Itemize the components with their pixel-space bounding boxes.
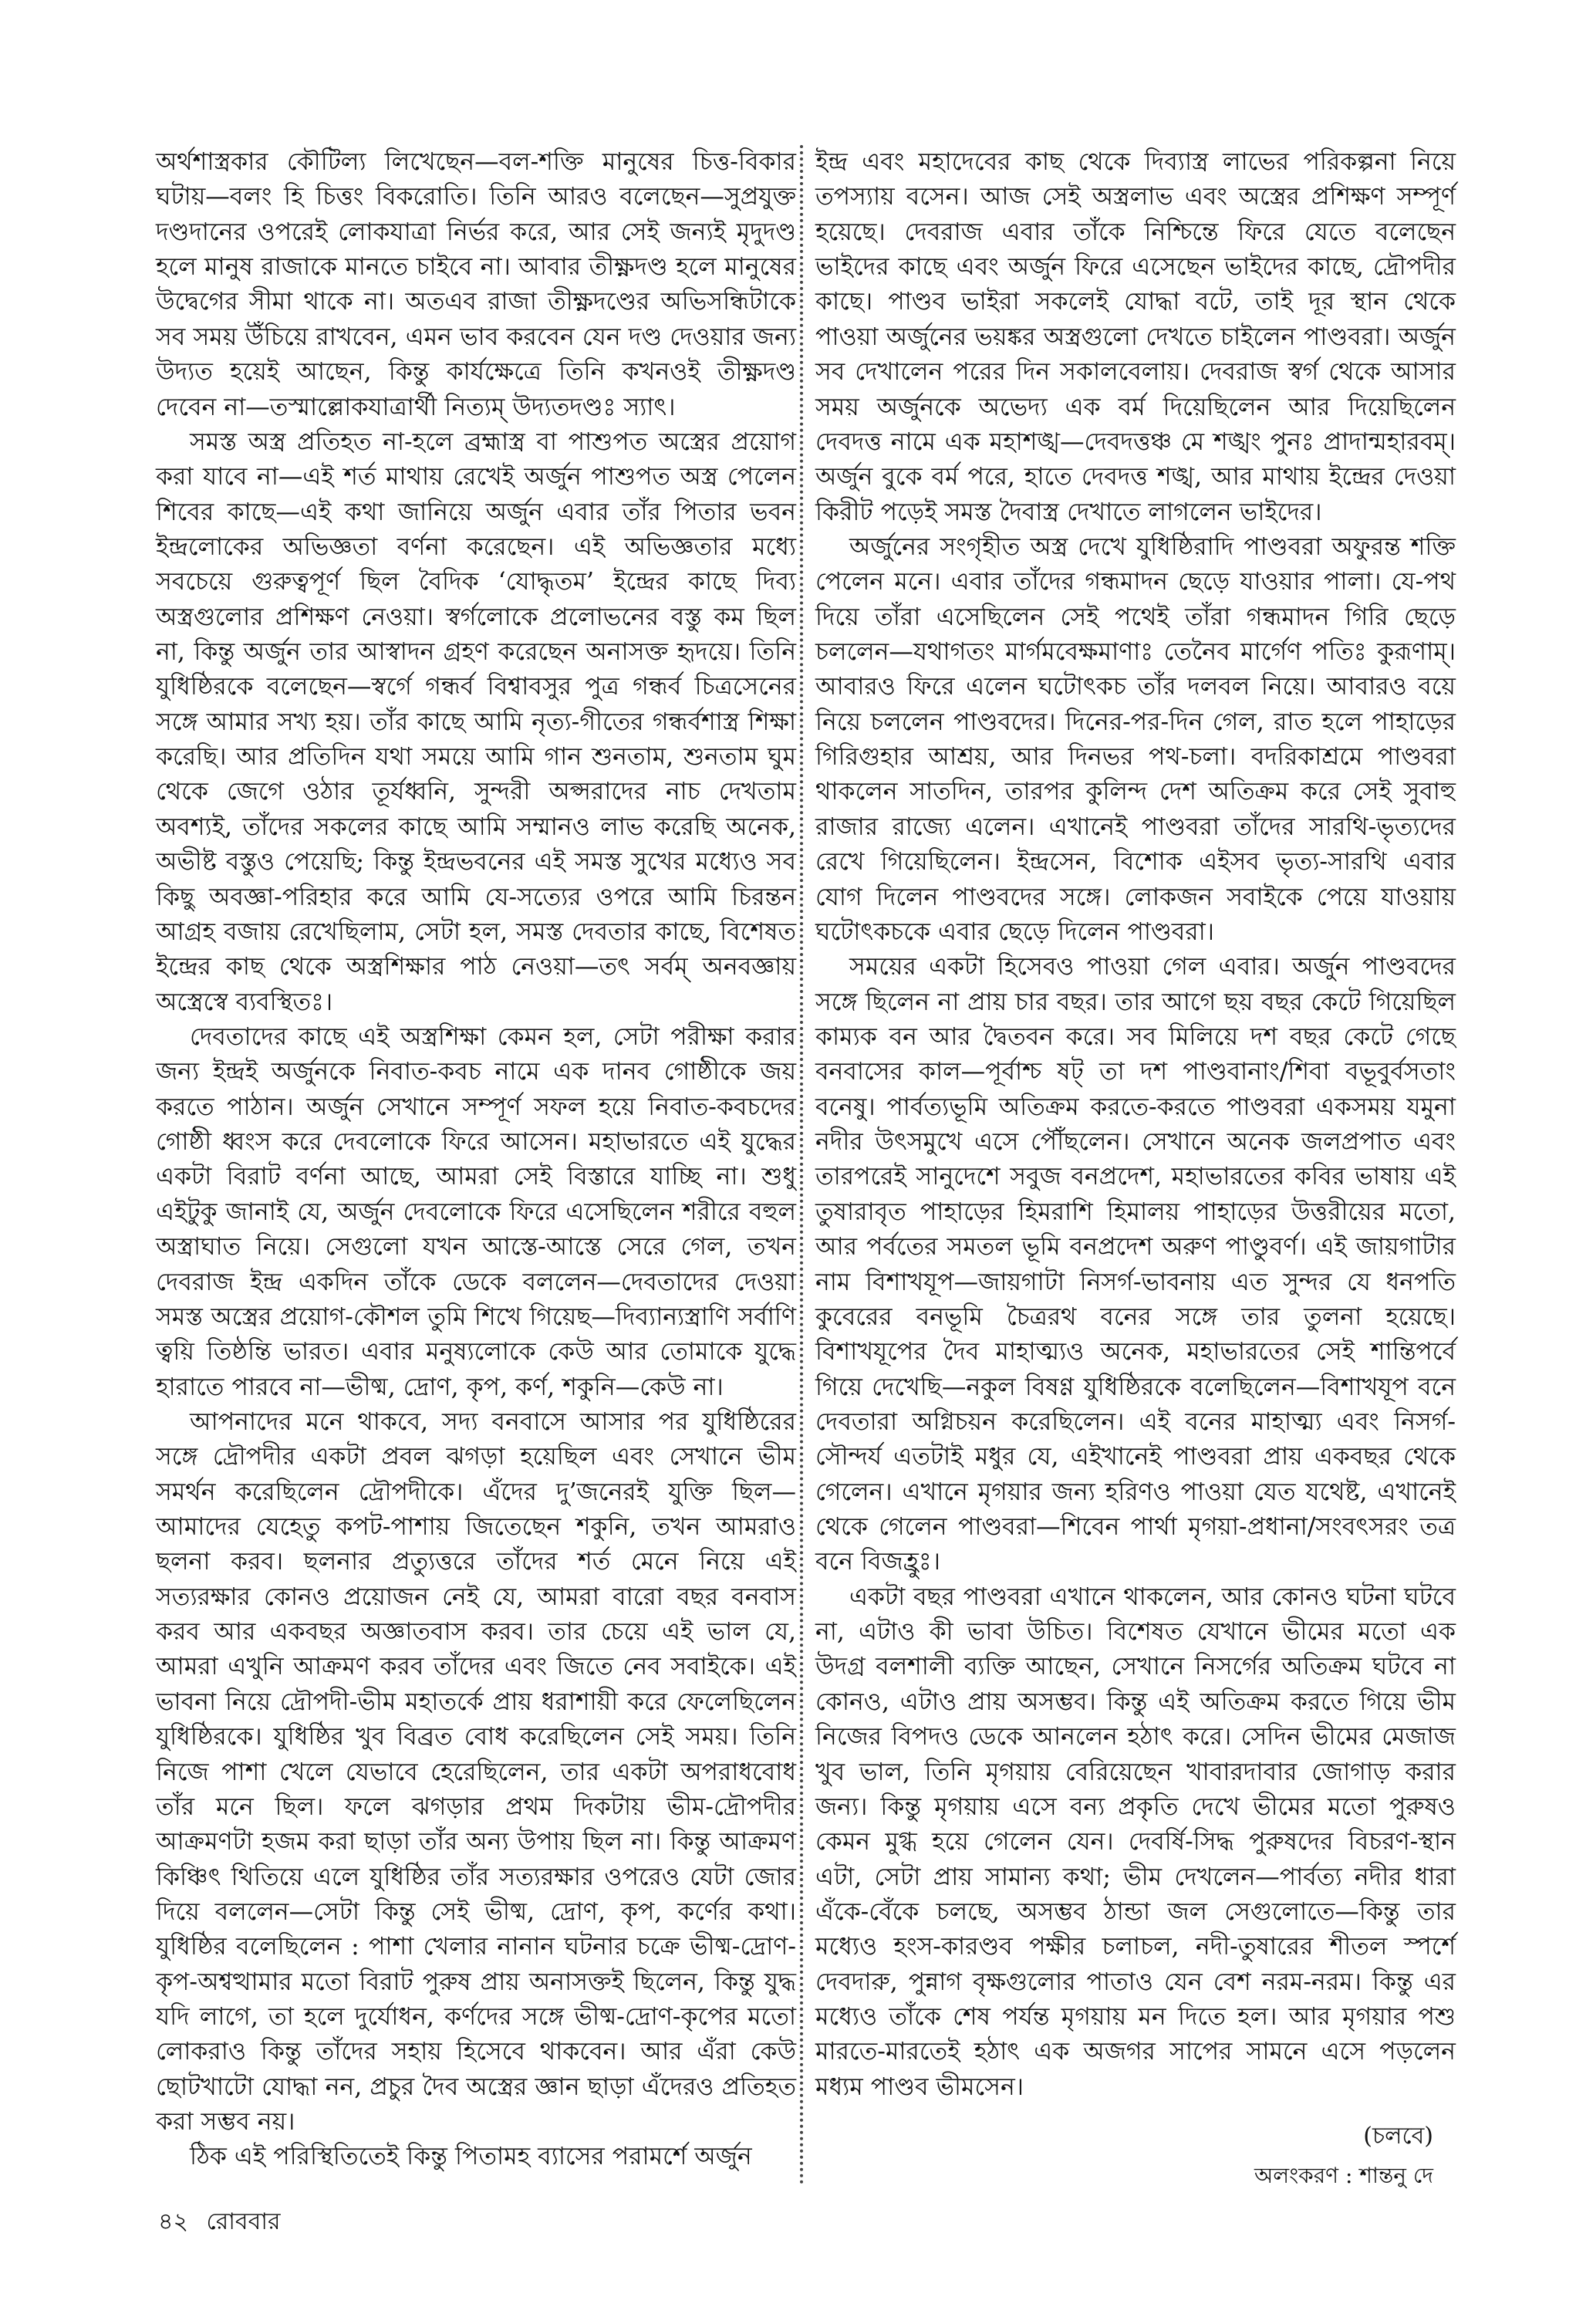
page-footer <box>158 2207 281 2238</box>
page-number: ৪২ <box>158 2208 188 2235</box>
paragraph: ঠিক এই পরিস্থিতিতেই কিন্তু পিতামহ ব্যাসের পরামর্শে অর্জুন <box>190 2143 752 2171</box>
paragraph: একটা বছর পাণ্ডবরা এখানে থাকলেন, আর কোনও ঘটনা ঘটবে না, এটাও কী ভাবা উচিত। বিশেষত যেখানে ভীমের মতো এক উদগ্র বলশালী ব্যক্তি আছেন, সেখানে নিসর্গের অতিক্রম ঘটবে না কোনও, এটাও প্রায় অসম্ভব। কিন্তু এই অতিক্রম করতে গিয়ে ভীম নিজের বিপদও ডেকে আনলেন হঠাৎ করে। সেদিন ভীমের মেজাজ খুব ভাল, তিনি মৃগয়ায় বেরিয়েছেন খাবারদাবার জোগাড় করার জন্য। কিন্তু মৃগয়ায় এসে বন্য প্রকৃতি দেখে ভীমের মতো পুরুষও কেমন মুগ্ধ হয়ে গেলেন যেন। দেবর্ষি-সিদ্ধ পুরুষদের বিচরণ-স্থান এটা, সেটা প্রায় সামান্য কথা; ভীম দেখলেন—পার্বত্য নদীর ধারা এঁকে-বেঁকে চলছে, অসম্ভব ঠান্ডা জল সেগুলোতে—কিন্তু তার মধ্যেও হংস-কারণ্ডব পক্ষীর চলাচল, নদী-তুষারের শীতল স্পর্শে দেবদারু, পুন্নাগ বৃক্ষগুলোর পাতাও যেন বেশ নরম-নরম। কিন্তু এর মধ্যেও তাঁকে শেষ পর্যন্ত মৃগয়ায় মন দিতে হল। আর মৃগয়ার পশু মারতে-মারতেই হঠাৎ এক অজগর সাপের সামনে এসে পড়লেন মধ্যম পাণ্ডব ভীমসেন। <box>815 1583 1456 2101</box>
paragraph: দেবতাদের কাছে এই অস্ত্রশিক্ষা কেমন হল, সেটা পরীক্ষা করার জন্য ইন্দ্রই অর্জুনকে নিবাত-কবচ নামে এক দানব গোষ্ঠীকে জয় করতে পাঠান। অর্জুন সেখানে সম্পূর্ণ সফল হয়ে নিবাত-কবচদের গোষ্ঠী ধ্বংস করে দেবলোকে ফিরে আসেন। মহাভারতে এই যুদ্ধের একটা বিরাট বর্ণনা আছে, আমরা সেই বিস্তারে যাচ্ছি না। শুধু এইটুকু জানাই যে, অর্জুন দেবলোকে ফিরে এসেছিলেন শরীরে বহুল অস্ত্রাঘাত নিয়ে। সেগুলো যখন আস্তে-আস্তে সেরে গেল, তখন দেবরাজ ইন্দ্র একদিন তাঁকে ডেকে বললেন—দেবতাদের দেওয়া সমস্ত অস্ত্রের প্রয়োগ-কৌশল তুমি শিখে গিয়েছ—দিব্যান্যস্ত্রাণি সর্বাণি ত্বয়ি তিষ্ঠন্তি ভারত। এবার মনুষ্যলোকে কেউ আর তোমাকে যুদ্ধে হারাতে পারবে না—ভীষ্ম, দ্রোণ, কৃপ, কর্ণ, শকুনি—কেউ না। <box>156 1022 796 1401</box>
article-right-column <box>815 145 1456 2105</box>
magazine-name: রোববার <box>206 2208 281 2235</box>
paragraph: সমস্ত অস্ত্র প্রতিহত না-হলে ব্রহ্মাস্ত্র বা পাশুপত অস্ত্রের প্রয়োগ করা যাবে না—এই শর্ত মাথায় রেখেই অর্জুন পাশুপত অস্ত্র পেলেন শিবের কাছে—এই কথা জানিয়ে অর্জুন এবার তাঁর পিতার ভবন ইন্দ্রলোকের অভিজ্ঞতা বর্ণনা করেছেন। এই অভিজ্ঞতার মধ্যে সবচেয়ে গুরুত্বপূর্ণ ছিল বৈদিক ‘যোদ্ধৃতম’ ইন্দ্রের কাছে দিব্য অস্ত্রগুলোর প্রশিক্ষণ নেওয়া। স্বর্গলোকে প্রলোভনের বস্তু কম ছিল না, কিন্তু অর্জুন তার আস্বাদন গ্রহণ করেছেন অনাসক্ত হৃদয়ে। তিনি যুধিষ্ঠিরকে বলেছেন—স্বর্গে গন্ধর্ব বিশ্বাবসুর পুত্র গন্ধর্ব চিত্রসেনের সঙ্গে আমার সখ্য হয়। তাঁর কাছে আমি নৃত্য-গীতের গন্ধর্বশাস্ত্র শিক্ষা করেছি। আর প্রতিদিন যথা সময়ে আমি গান শুনতাম, শুনতাম ঘুম থেকে জেগে ওঠার তূর্যধ্বনি, সুন্দরী অপ্সরাদের নাচ দেখতাম অবশ্যই, তাঁদের সকলের কাছে আমি সম্মানও লাভ করেছি অনেক, অভীষ্ট বস্তুও পেয়েছি; কিন্তু ইন্দ্রভবনের এই সমস্ত সুখের মধ্যেও সব কিছু অবজ্ঞা-পরিহার করে আমি যে-সত্যের ওপরে আমি চিরন্তন আগ্রহ বজায় রেখেছিলাম, সেটা হল, সমস্ত দেবতার কাছে, বিশেষত ইন্দ্রের কাছ থেকে অস্ত্রশিক্ষার পাঠ নেওয়া—তৎ সর্বম্ অনবজ্ঞায় অস্ত্রেস্বে ব্যবস্থিতঃ। <box>156 427 796 1016</box>
paragraph: অর্থশাস্ত্রকার কৌটিল্য লিখেছেন—বল-শক্তি মানুষের চিত্ত-বিকার ঘটায়—বলং হি চিত্তং বিকরোতি। তিনি আরও বলেছেন—সুপ্রযুক্ত দণ্ডদানের ওপরেই লোকযাত্রা নির্ভর করে, আর সেই জন্যই মৃদুদণ্ড হলে মানুষ রাজাকে মানতে চাইবে না। আবার তীক্ষ্ণদণ্ড হলে মানুষের উদ্বেগের সীমা থাকে না। অতএব রাজা তীক্ষ্ণদণ্ডের অভিসন্ধিটাকে সব সময় উঁচিয়ে রাখবেন, এমন ভাব করবেন যেন দণ্ড দেওয়ার জন্য উদ্যত হয়েই আছেন, কিন্তু কার্যক্ষেত্রে তিনি কখনওই তীক্ষ্ণদণ্ড দেবেন না—তস্মাল্লোকযাত্রার্থী নিত্যম্ উদ্যতদণ্ডঃ স্যাৎ। <box>156 148 796 421</box>
column-divider <box>800 145 803 2186</box>
paragraph: সময়ের একটা হিসেবও পাওয়া গেল এবার। অর্জুন পাণ্ডবদের সঙ্গে ছিলেন না প্রায় চার বছর। তার আগে ছয় বছর কেটে গিয়েছিল কাম্যক বন আর দ্বৈতবন করে। সব মিলিয়ে দশ বছর কেটে গেছে বনবাসের কাল—পূর্বাশ্চ ষট্ তা দশ পাণ্ডবানাং/শিবা বভূবুর্বসতাং বনেষু। পার্বত্যভূমি অতিক্রম করতে-করতে পাণ্ডবরা একসময় যমুনা নদীর উৎসমুখে এসে পৌঁছলেন। সেখানে অনেক জলপ্রপাত এবং তারপরেই সানুদেশে সবুজ বনপ্রদেশ, মহাভারতের কবির ভাষায় এই তুষারাবৃত পাহাড়ের হিমরাশি হিমালয় পাহাড়ের উত্তরীয়ের মতো, আর পর্বতের সমতল ভূমি বনপ্রদেশ অরুণ পাণ্ডুবর্ণ। এই জায়গাটার নাম বিশাখযূপ—জায়গাটা নিসর্গ-ভাবনায় এত সুন্দর যে ধনপতি কুবেরের বনভূমি চৈত্ররথ বনের সঙ্গে তার তুলনা হয়েছে। বিশাখযূপের দৈব মাহাত্ম্যও অনেক, মহাভারতের সেই শান্তিপর্বে গিয়ে দেখেছি—নকুল বিষণ্ণ যুধিষ্ঠিরকে বলেছিলেন—বিশাখযূপ বনে দেবতারা অগ্নিচয়ন করেছিলেন। এই বনের মাহাত্ম্য এবং নিসর্গ-সৌন্দর্য এতটাই মধুর যে, এইখানেই পাণ্ডবরা প্রায় একবছর থেকে গেলেন। এখানে মৃগয়ার জন্য হরিণও পাওয়া যেত যথেষ্ট, এখানেই থেকে গেলেন পাণ্ডবরা—শিবেন পার্থা মৃগয়া-প্রধানা/সংবৎসরং তত্র বনে বিজহ্রুঃ। <box>815 953 1456 1576</box>
article-left-column <box>156 145 796 2175</box>
paragraph: আপনাদের মনে থাকবে, সদ্য বনবাসে আসার পর যুধিষ্ঠিরের সঙ্গে দ্রৌপদীর একটা প্রবল ঝগড়া হয়েছিল এবং সেখানে ভীম সমর্থন করেছিলেন দ্রৌপদীকে। এঁদের দু’জনেরই যুক্তি ছিল—আমাদের যেহেতু কপট-পাশায় জিতেছেন শকুনি, তখন আমরাও ছলনা করব। ছলনার প্রত্যুত্তরে তাঁদের শর্ত মেনে নিয়ে এই সত্যরক্ষার কোনও প্রয়োজন নেই যে, আমরা বারো বছর বনবাস করব আর একবছর অজ্ঞাতবাস করব। তার চেয়ে এই ভাল যে, আমরা এখুনি আক্রমণ করব তাঁদের এবং জিতে নেব সবাইকে। এই ভাবনা নিয়ে দ্রৌপদী-ভীম মহাতর্কে প্রায় ধরাশায়ী করে ফেলেছিলেন যুধিষ্ঠিরকে। যুধিষ্ঠির খুব বিব্রত বোধ করেছিলেন সেই সময়। তিনি নিজে পাশা খেলে যেভাবে হেরেছিলেন, তার একটা অপরাধবোধ তাঁর মনে ছিল। ফলে ঝগড়ার প্রথম দিকটায় ভীম-দ্রৌপদীর আক্রমণটা হজম করা ছাড়া তাঁর অন্য উপায় ছিল না। কিন্তু আক্রমণ কিঞ্চিৎ থিতিয়ে এলে যুধিষ্ঠির তাঁর সত্যরক্ষার ওপরেও যেটা জোর দিয়ে বললেন—সেটা কিন্তু সেই ভীষ্ম, দ্রোণ, কৃপ, কর্ণের কথা। যুধিষ্ঠির বলেছিলেন : পাশা খেলার নানান ঘটনার চক্রে ভীষ্ম-দ্রোণ-কৃপ-অশ্বত্থামার মতো বিরাট পুরুষ প্রায় অনাসক্তই ছিলেন, কিন্তু যুদ্ধ যদি লাগে, তা হলে দুর্যোধন, কর্ণদের সঙ্গে ভীষ্ম-দ্রোণ-কৃপের মতো লোকরাও কিন্তু তাঁদের সহায় হিসেবে থাকবেন। আর এঁরা কেউ ছোটখাটো যোদ্ধা নন, প্রচুর দৈব অস্ত্রের জ্ঞান ছাড়া এঁদেরও প্রতিহত করা সম্ভব নয়। <box>156 1407 796 2137</box>
paragraph: ইন্দ্র এবং মহাদেবের কাছ থেকে দিব্যাস্ত্র লাভের পরিকল্পনা নিয়ে তপস্যায় বসেন। আজ সেই অস্ত্রলাভ এবং অস্ত্রের প্রশিক্ষণ সম্পূর্ণ হয়েছে। দেবরাজ এবার তাঁকে নিশ্চিন্তে ফিরে যেতে বলেছেন ভাইদের কাছে এবং অর্জুন ফিরে এসেছেন ভাইদের কাছে, দ্রৌপদীর কাছে। পাণ্ডব ভাইরা সকলেই যোদ্ধা বটে, তাই দূর স্থান থেকে পাওয়া অর্জুনের ভয়ঙ্কর অস্ত্রগুলো দেখতে চাইলেন পাণ্ডবরা। অর্জুন সব দেখালেন পরের দিন সকালবেলায়। দেবরাজ স্বর্গ থেকে আসার সময় অর্জুনকে অভেদ্য এক বর্ম দিয়েছিলেন আর দিয়েছিলেন দেবদত্ত নামে এক মহাশঙ্খ—দেবদত্তঞ্চ মে শঙ্খং পুনঃ প্রাদান্মহারবম্। অর্জুন বুকে বর্ম পরে, হাতে দেবদত্ত শঙ্খ, আর মাথায় ইন্দ্রের দেওয়া কিরীট পড়েই সমস্ত দৈবাস্ত্র দেখাতে লাগলেন ভাইদের। <box>815 148 1456 526</box>
continued-note: (চলবে) <box>1363 2123 1433 2150</box>
illustration-credit: অলংকরণ : শান্তনু দে <box>1254 2163 1433 2188</box>
paragraph: অর্জুনের সংগৃহীত অস্ত্র দেখে যুধিষ্ঠিরাদি পাণ্ডবরা অফুরন্ত শক্তি পেলেন মনে। এবার তাঁদের গন্ধমাদন ছেড়ে যাওয়ার পালা। যে-পথ দিয়ে তাঁরা এসেছিলেন সেই পথেই তাঁরা গন্ধমাদন গিরি ছেড়ে চললেন—যথাগতং মার্গমবেক্ষমাণাঃ তেনৈব মার্গেণ পতিঃ কুরূণাম্। আবারও ফিরে এলেন ঘটোৎকচ তাঁর দলবল নিয়ে। আবারও বয়ে নিয়ে চললেন পাণ্ডবদের। দিনের-পর-দিন গেল, রাত হলে পাহাড়ের গিরিগুহার আশ্রয়, আর দিনভর পথ-চলা। বদরিকাশ্রমে পাণ্ডবরা থাকলেন সাতদিন, তারপর কুলিন্দ দেশ অতিক্রম করে সেই সুবাহু রাজার রাজ্যে এলেন। এখানেই পাণ্ডবরা তাঁদের সারথি-ভৃত্যদের রেখে গিয়েছিলেন। ইন্দ্রসেন, বিশোক এইসব ভৃত্য-সারথি এবার যোগ দিলেন পাণ্ডবদের সঙ্গে। লোকজন সবাইকে পেয়ে যাওয়ায় ঘটোৎকচকে এবার ছেড়ে দিলেন পাণ্ডবরা। <box>815 532 1456 946</box>
